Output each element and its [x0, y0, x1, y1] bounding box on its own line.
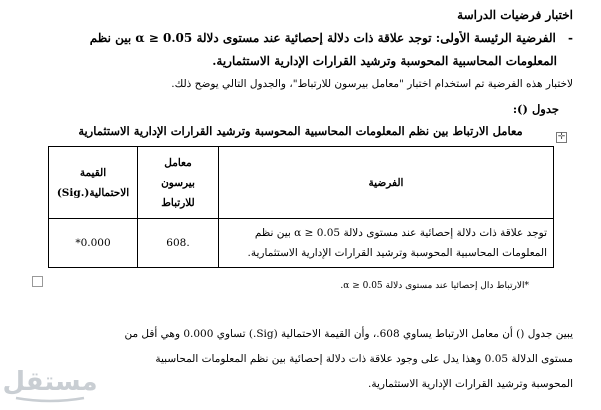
header-sig-line1: القيمة — [79, 166, 107, 179]
conclusion-line3: المحوسبة وترشيد القرارات الإدارية الاستثمارية. — [367, 378, 573, 390]
table-label: جدول (): — [512, 102, 559, 116]
table-row — [49, 219, 554, 268]
footnote: *الارتباط دال إحصائياً عند مستوى دلالة 0.05 ≤ α. — [340, 281, 529, 291]
cell-pearson: .608 — [138, 219, 219, 268]
header-pearson — [138, 147, 219, 219]
section-title: اختبار فرضيات الدراسة — [457, 8, 573, 22]
mostaql-watermark-logo — [2, 356, 98, 406]
table-caption: معامل الارتباط بين نظم المعلومات المحاسبية المحوسبة وترشيد القرارات الإدارية الاستثمارية — [78, 124, 523, 138]
header-pearson-line1: معامل — [164, 156, 192, 169]
hypothesis-heading-line2: المعلومات المحاسبية المحوسبة وترشيد القرارات الإدارية الاستثمارية. — [212, 54, 557, 68]
conclusion-line1: يبين جدول () أن معامل الارتباط يساوي 608.، وأن القيمة الاحتمالية (Sig.) تساوي 0.000 وهي أقل من — [124, 328, 573, 340]
header-pearson-line3: للارتباط — [161, 196, 195, 209]
hypothesis-heading-line1 — [20, 31, 573, 45]
cell-sig: 0.000* — [49, 219, 138, 268]
cell-hypothesis — [219, 219, 554, 268]
header-pearson-line2: بيرسون — [161, 176, 195, 189]
conclusion-paragraph — [20, 322, 573, 397]
header-hypothesis: الفرضية — [219, 147, 554, 219]
table-header-row — [49, 147, 554, 219]
conclusion-line2: مستوى الدلالة 0.05 وهذا يدل على وجود علاقة ذات دلالة إحصائية بين نظم المعلومات المحاسبية — [155, 353, 573, 365]
correlation-table — [48, 146, 554, 268]
four-arrow-move-icon[interactable]: ✛ — [557, 132, 566, 142]
cell-hypothesis-line2: المعلومات المحاسبية المحوسبة وترشيد القرارات الإدارية الاستثمارية. — [247, 247, 547, 259]
hypothesis-heading-text: الفرضية الرئيسة الأولى: توجد علاقة ذات دلالة إحصائية عند مستوى دلالة 0.05 ≤ α بين نظم — [89, 31, 556, 45]
cell-hypothesis-line1: توجد علاقة ذات دلالة إحصائية عند مستوى دلالة 0.05 ≤ α بين نظم — [254, 227, 547, 239]
header-sig-line2: الاحتمالية(.Sig) — [56, 186, 130, 199]
intro-text: لاختبار هذه الفرضية تم استخدام اختبار "معامل بيرسون للارتباط"، والجدول التالي يوضح ذلك. — [171, 78, 573, 90]
header-sig — [49, 147, 138, 219]
mostaql-logo-icon — [2, 356, 98, 406]
watermark-text: مستقل — [2, 367, 98, 397]
hypothesis-dash: - — [568, 31, 573, 45]
